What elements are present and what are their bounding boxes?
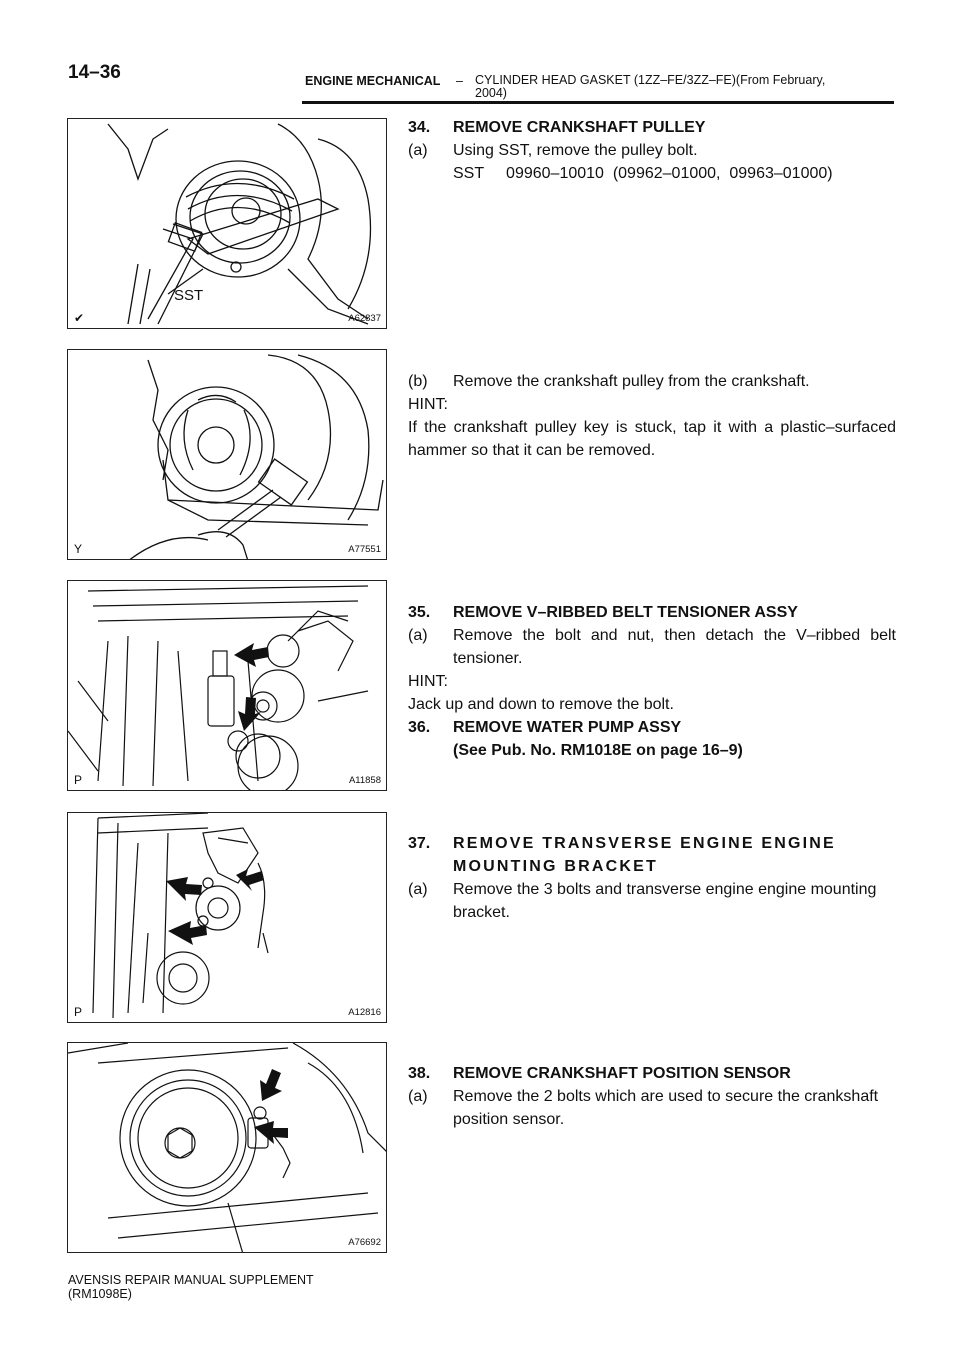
section-number: 37. bbox=[408, 835, 431, 852]
footer-manual-title: AVENSIS REPAIR MANUAL SUPPLEMENT bbox=[68, 1273, 314, 1287]
section-36-heading bbox=[408, 716, 896, 739]
figure-belt-tensioner bbox=[67, 580, 387, 791]
sst-callout: SST bbox=[174, 287, 204, 304]
section-34 bbox=[408, 116, 896, 185]
step-text: Using SST, remove the pulley bolt. bbox=[453, 142, 698, 159]
hint-text: Jack up and down to remove the bolt. bbox=[408, 696, 674, 713]
header-section: ENGINE MECHANICAL bbox=[305, 74, 441, 88]
section-34-heading bbox=[408, 116, 896, 139]
step-label: (a) bbox=[408, 142, 428, 159]
figure-mark: ✔ bbox=[74, 311, 85, 325]
section-35 bbox=[408, 601, 896, 762]
pulley-sst-illustration bbox=[68, 119, 387, 329]
header-title: CYLINDER HEAD GASKET (1ZZ–FE/3ZZ–FE)(From February, 2004) bbox=[475, 73, 826, 100]
arrow-icon bbox=[68, 1043, 387, 1253]
step-label: (a) bbox=[408, 627, 428, 644]
section-number: 35. bbox=[408, 604, 431, 621]
figure-id: A62837 bbox=[348, 313, 381, 324]
section-37-heading bbox=[408, 832, 896, 878]
step-38a bbox=[408, 1085, 896, 1131]
page-number: 14–36 bbox=[68, 62, 121, 83]
section-number: 36. bbox=[408, 719, 431, 736]
section-title: REMOVE CRANKSHAFT POSITION SENSOR bbox=[453, 1065, 791, 1082]
hint-label: HINT: bbox=[408, 396, 448, 413]
section-title: REMOVE V–RIBBED BELT TENSIONER ASSY bbox=[453, 604, 798, 621]
arrow-icon bbox=[68, 813, 387, 1023]
section-title: REMOVE WATER PUMP ASSY bbox=[453, 719, 682, 736]
step-label: (a) bbox=[408, 1088, 428, 1105]
pulley-hammer-illustration bbox=[68, 350, 387, 560]
figure-mark: P bbox=[74, 1005, 83, 1019]
header-dash: – bbox=[456, 74, 463, 88]
arrow-icon bbox=[68, 581, 387, 791]
figure-id: A11858 bbox=[348, 775, 381, 786]
figure-pulley-hammer bbox=[67, 349, 387, 560]
step-text: Remove the 2 bolts which are used to secure the crankshaft position sensor. bbox=[453, 1088, 879, 1128]
figure-position-sensor bbox=[67, 1042, 387, 1253]
figure-mark: Y bbox=[74, 542, 83, 556]
step-label: (a) bbox=[408, 881, 428, 898]
hint-label: HINT: bbox=[408, 673, 448, 690]
figure-id: A12816 bbox=[348, 1007, 381, 1018]
step-35a bbox=[408, 624, 896, 670]
footer-manual-code: (RM1098E) bbox=[68, 1287, 132, 1301]
section-36-reference: (See Pub. No. RM1018E on page 16–9) bbox=[453, 742, 743, 759]
step-34a bbox=[408, 139, 896, 162]
header-rule bbox=[302, 101, 894, 104]
section-38-heading bbox=[408, 1062, 896, 1085]
section-number: 34. bbox=[408, 119, 431, 136]
step-text: Remove the crankshaft pulley from the crankshaft. bbox=[453, 373, 810, 390]
step-37a bbox=[408, 878, 896, 924]
step-34b bbox=[408, 370, 896, 393]
figure-mark: P bbox=[74, 773, 83, 787]
section-title: REMOVE CRANKSHAFT PULLEY bbox=[453, 119, 706, 136]
section-37 bbox=[408, 832, 896, 924]
figure-id: A77551 bbox=[348, 544, 381, 555]
step-label: (b) bbox=[408, 373, 428, 390]
step-text: Remove the bolt and nut, then detach the V–ribbed belt tensioner. bbox=[453, 627, 896, 667]
sst-numbers: SST 09960–10010 (09962–01000, 09963–01000) bbox=[453, 165, 833, 182]
section-35-heading bbox=[408, 601, 896, 624]
step-text: Remove the 3 bolts and transverse engine engine mounting bracket. bbox=[453, 881, 877, 921]
figure-mounting-bracket bbox=[67, 812, 387, 1023]
hint-text: If the crankshaft pulley key is stuck, tap it with a plastic–surfaced hammer so that it can be removed. bbox=[408, 419, 896, 459]
section-34b bbox=[408, 370, 896, 462]
figure-id: A76692 bbox=[348, 1237, 381, 1248]
section-number: 38. bbox=[408, 1065, 431, 1082]
section-38 bbox=[408, 1062, 896, 1131]
figure-pulley-sst bbox=[67, 118, 387, 329]
section-title: REMOVE TRANSVERSE ENGINE ENGINE MOUNTING BRACKET bbox=[453, 835, 836, 875]
